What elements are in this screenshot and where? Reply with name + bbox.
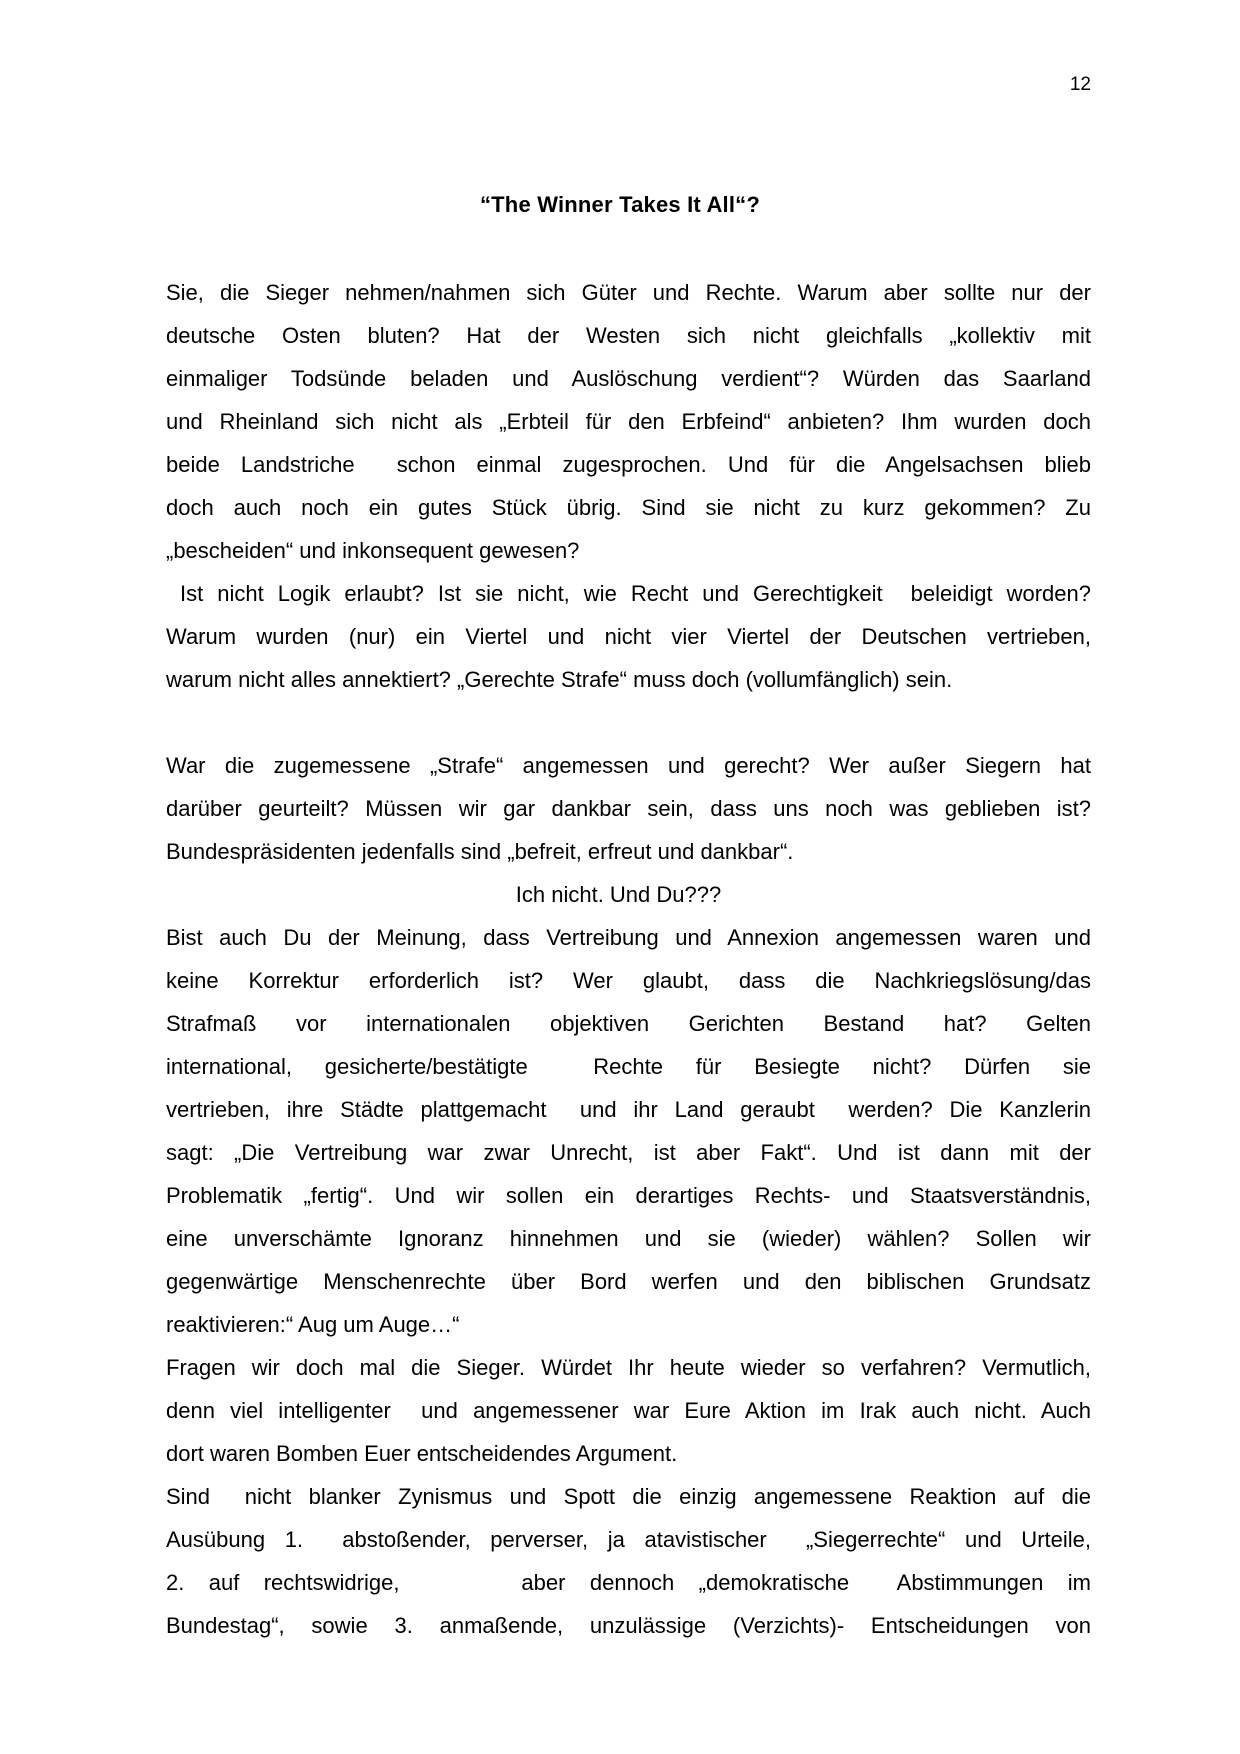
text-line: 2. auf rechtswidrige, aber dennoch „demokratische Abstimmungen im (166, 1570, 1091, 1595)
text-line: Fragen wir doch mal die Sieger. Würdet Ihr heute wieder so verfahren? Vermutlich, (166, 1355, 1091, 1380)
text-line: „bescheiden“ und inkonsequent gewesen? (166, 538, 580, 563)
text-line: Strafmaß vor internationalen objektiven Gerichten Bestand hat? Gelten (166, 1011, 1091, 1036)
text-line: Bundestag“, sowie 3. anmaßende, unzulässige (Verzichts)- Entscheidungen von (166, 1613, 1091, 1638)
text-line: Sind nicht blanker Zynismus und Spott die einzig angemessene Reaktion auf die (166, 1484, 1091, 1509)
text-line: und Rheinland sich nicht als „Erbteil für den Erbfeind“ anbieten? Ihm wurden doch (166, 409, 1091, 434)
text-line: Ist nicht Logik erlaubt? Ist sie nicht, wie Recht und Gerechtigkeit beleidigt worden? (166, 581, 1091, 606)
text-line: eine unverschämte Ignoranz hinnehmen und sie (wieder) wählen? Sollen wir (166, 1226, 1091, 1251)
text-line: warum nicht alles annektiert? „Gerechte Strafe“ muss doch (vollumfänglich) sein. (166, 667, 953, 692)
text-line: Problematik „fertig“. Und wir sollen ein derartiges Rechts- und Staatsverständnis, (166, 1183, 1091, 1208)
text-line: Bundespräsidenten jedenfalls sind „befreit, erfreut und dankbar“. (166, 839, 794, 864)
text-line: doch auch noch ein gutes Stück übrig. Sind sie nicht zu kurz gekommen? Zu (166, 495, 1091, 520)
centered-exclamation-line: Ich nicht. Und Du??? (515, 882, 722, 907)
text-line: dort waren Bomben Euer entscheidendes Argument. (166, 1441, 678, 1466)
text-line: sagt: „Die Vertreibung war zwar Unrecht, ist aber Fakt“. Und ist dann mit der (166, 1140, 1091, 1165)
blank-line (166, 708, 1091, 751)
page-number: 12 (1069, 74, 1091, 95)
text-line: vertrieben, ihre Städte plattgemacht und ihr Land geraubt werden? Die Kanzlerin (166, 1097, 1091, 1122)
text-line: Bist auch Du der Meinung, dass Vertreibung und Annexion angemessen waren und (166, 925, 1091, 950)
text-line: international, gesicherte/bestätigte Rechte für Besiegte nicht? Dürfen sie (166, 1054, 1091, 1079)
text-line: denn viel intelligenter und angemessener war Eure Aktion im Irak auch nicht. Auch (166, 1398, 1091, 1423)
document-body (166, 278, 1091, 1654)
text-line: reaktivieren:“ Aug um Auge…“ (166, 1312, 460, 1337)
text-line: darüber geurteilt? Müssen wir gar dankbar sein, dass uns noch was geblieben ist? (166, 796, 1091, 821)
text-line: Ausübung 1. abstoßender, perverser, ja atavistischer „Siegerrechte“ und Urteile, (166, 1527, 1091, 1552)
page-title: “The Winner Takes It All“? (479, 192, 761, 217)
text-line: gegenwärtige Menschenrechte über Bord werfen und den biblischen Grundsatz (166, 1269, 1091, 1294)
text-line: Sie, die Sieger nehmen/nahmen sich Güter und Rechte. Warum aber sollte nur der (166, 280, 1091, 305)
text-line: beide Landstriche schon einmal zugesprochen. Und für die Angelsachsen blieb (166, 452, 1091, 477)
text-line: keine Korrektur erforderlich ist? Wer glaubt, dass die Nachkriegslösung/das (166, 968, 1091, 993)
text-line: Warum wurden (nur) ein Viertel und nicht vier Viertel der Deutschen vertrieben, (166, 624, 1091, 649)
text-line: einmaliger Todsünde beladen und Auslöschung verdient“? Würden das Saarland (166, 366, 1091, 391)
text-line: deutsche Osten bluten? Hat der Westen sich nicht gleichfalls „kollektiv mit (166, 323, 1091, 348)
text-line: War die zugemessene „Strafe“ angemessen und gerecht? Wer außer Siegern hat (166, 753, 1091, 778)
